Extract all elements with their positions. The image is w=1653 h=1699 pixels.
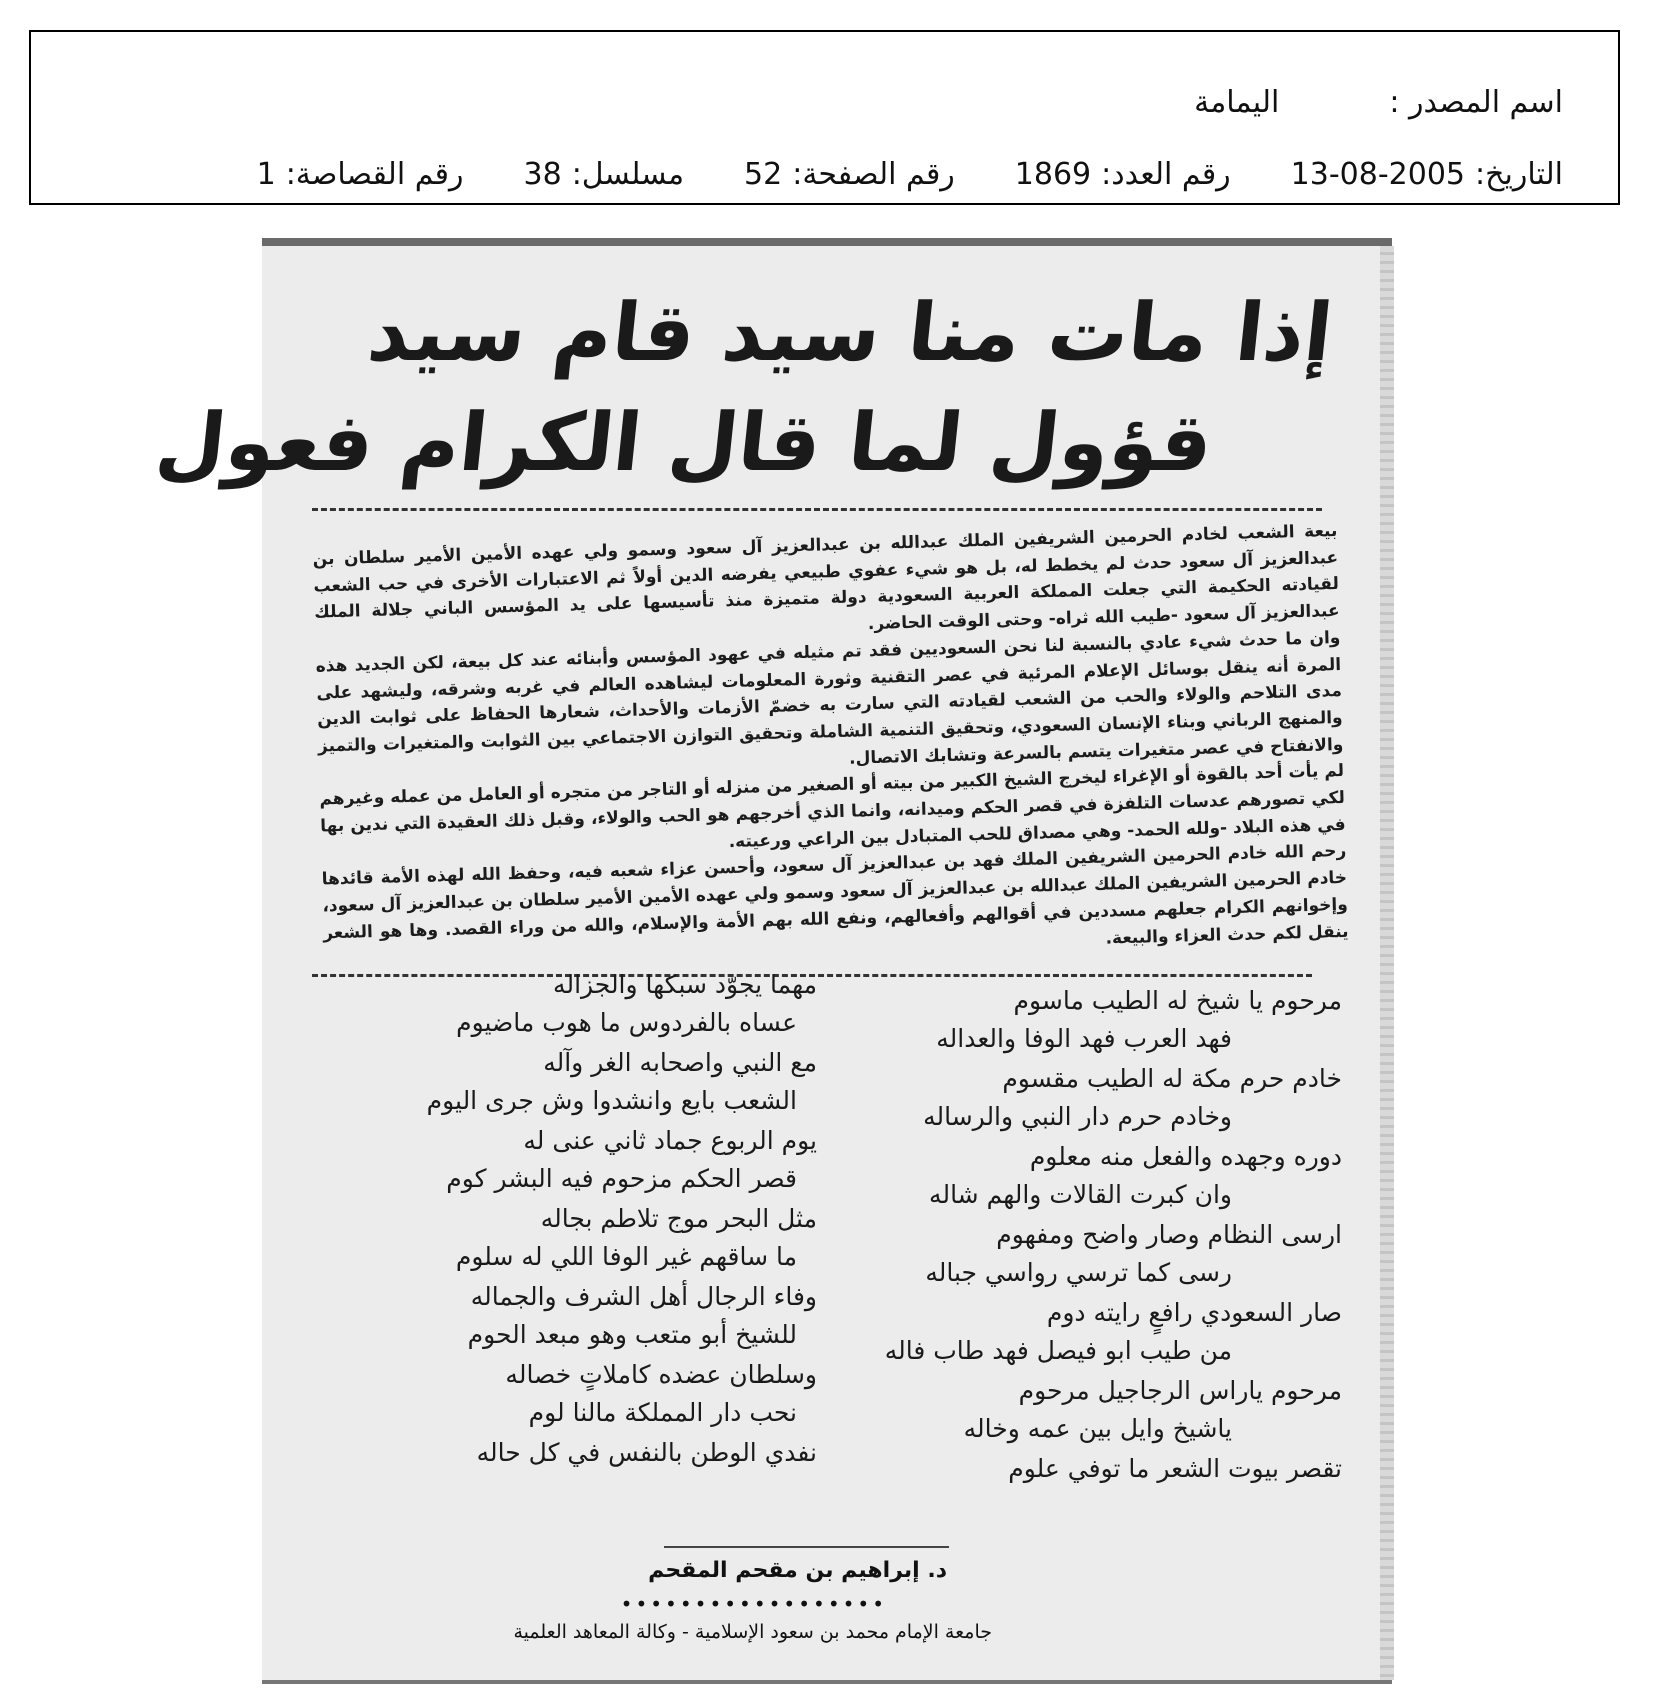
intro-paragraph: وان ما حدث شيء عادي بالنسبة لنا نحن السعوديين فقد تم مثيله في عهود المؤسس وأبنائه عند كل بيعة، لكن الجديد هذه المرة أنه ينقل بوسائل الإعلام المرئية في عصر التقنية وثورة المعلومات ليشاهده العالم في غربه وشرقه، وليشهد على مدى التلاحم والولاء والحب من الشعب لقيادته التي سارت به خضمّ الأزمات والأحداث، شعارها الحفاظ على ثوابت الدين والمنهج الرباني وبناء الإنسان السعودي، وتحقيق التنمية الشاملة وتحقيق التوازن الاجتماعي بين الثوابت والمتغيرات والتميز والانفتاح في عصر متغيرات يتسم بالسرعة وتشابك الاتصال. — [315, 627, 1344, 769]
source-label: اسم المصدر : — [1389, 84, 1563, 120]
poem-verse-right: دوره وجهده والفعل منه معلوم — [1029, 1142, 1342, 1171]
poem-verse-left: نحب دار المملكة مالنا لوم — [528, 1398, 797, 1427]
clipping-header — [29, 30, 1620, 205]
page-field — [744, 157, 955, 192]
page-value: 52 — [744, 156, 783, 192]
intro-paragraph: لم يأت أحد بالقوة أو الإغراء ليخرج الشيخ الكبير من بيته أو الصغير من منزله أو التاجر من متجره أو العامل من عمله وغيرهم لكي تصورهم عدسات التلفزة في قصر الحكم وميدانه، وانما الذي أخرجهم هو الحب والولاء، وقبل ذلك العقيدة التي ندين بها في هذه البلاد -ولله الحمد- وهي مصداق للحب المتبادل بين الراعي ورعيته. — [319, 761, 1346, 852]
poem-verse-right: مرحوم يا شيخ له الطيب ماسوم — [1013, 986, 1342, 1015]
signature-divider — [664, 1546, 949, 1548]
meta-row — [257, 152, 1563, 196]
poem-verse-right: رسى كما ترسي رواسي جباله — [925, 1258, 1232, 1287]
headline-line-2: قؤول لما قال الكرام فعول — [151, 396, 1217, 489]
date-label: التاريخ: — [1475, 156, 1563, 192]
poem-verse-right: وان كبرت القالات والهم شاله — [929, 1180, 1232, 1209]
poem-verse-left: للشيخ أبو متعب وهو مبعد الحوم — [467, 1320, 797, 1349]
poem-verse-right: تقصر بيوت الشعر ما توفي علوم — [1008, 1454, 1342, 1483]
source-row — [1194, 80, 1563, 124]
poem-verse-left: مثل البحر موج تلاطم بجاله — [540, 1204, 817, 1233]
poem-verse-left: ما ساقهم غير الوفا اللي له سلوم — [455, 1242, 797, 1271]
poem-verse-right: مرحوم ياراس الرجاجيل مرحوم — [1018, 1376, 1342, 1405]
dashed-divider-top — [312, 508, 1322, 511]
poem-verse-left: مهما يجوّد سبكها والجزاله — [553, 970, 817, 999]
clip-value: 1 — [256, 156, 276, 192]
intro-paragraph: بيعة الشعب لخادم الحرمين الشريفين الملك عبدالله بن عبدالعزيز آل سعود وسمو ولي عهده الأمين الأمير سلطان بن عبدالعزيز آل سعود حدث لم يخطط له، بل هو شيء عفوي طبيعي يفرضه الدين أولاً ثم الاعتبارات الأخرى في حب الشعب لقيادته الحكيمة التي جعلت المملكة العربية السعودية دولة متميزة منذ تأسيسها على يد المؤسس الباني جلالة الملك عبدالعزيز آل سعود -طيب الله ثراه- وحتى الوقت الحاضر. — [312, 520, 1340, 635]
poem-verse-left: مع النبي واصحابه الغر وآله — [543, 1048, 817, 1077]
poem-verse-left: الشعب بايع وانشدوا وش جرى اليوم — [426, 1086, 797, 1115]
clip-field — [257, 157, 464, 192]
issue-field — [1015, 157, 1231, 192]
page-label: رقم الصفحة: — [792, 156, 955, 192]
poem-verse-left: يوم الربوع جماد ثاني عنى له — [523, 1126, 817, 1155]
serial-label: مسلسل: — [571, 156, 685, 192]
poem-verse-right: ارسى النظام وصار واضح ومفهوم — [996, 1220, 1342, 1249]
date-field — [1291, 157, 1563, 192]
poem-verse-left: قصر الحكم مزحوم فيه البشر كوم — [446, 1164, 797, 1193]
headline-line-1: إذا مات منا سيد قام سيد — [363, 286, 1337, 379]
poem-verse-right: ياشيخ وايل بين عمه وخاله — [963, 1414, 1232, 1443]
poem-verse-right: فهد العرب فهد الوفا والعداله — [936, 1024, 1232, 1053]
poem-verse-right: من طيب ابو فيصل فهد طاب فاله — [884, 1336, 1232, 1365]
poem-verse-right: وخادم حرم دار النبي والرساله — [923, 1102, 1232, 1131]
serial-field — [524, 157, 685, 192]
source-value: اليمامة — [1194, 84, 1280, 120]
poem-verse-right: صار السعودي رافعٍ رايته دوم — [1046, 1298, 1342, 1327]
poem-verse-left: عساه بالفردوس ما هوب ماضيوم — [456, 1008, 797, 1037]
issue-value: 1869 — [1014, 156, 1092, 192]
poem-verse-right: خادم حرم مكة له الطيب مقسوم — [1002, 1064, 1342, 1093]
poem-verse-left: وفاء الرجال أهل الشرف والجماله — [470, 1282, 817, 1311]
dotted-separator: •••••••••••••••••• — [620, 1592, 887, 1616]
serial-value: 38 — [523, 156, 562, 192]
poem — [302, 970, 1342, 1506]
newspaper-clipping — [151, 238, 1392, 1684]
issue-label: رقم العدد: — [1101, 156, 1231, 192]
clip-label: رقم القصاصة: — [285, 156, 464, 192]
intro-paragraph: رحم الله خادم الحرمين الشريفين الملك فهد بن عبدالعزيز آل سعود، وأحسن عزاء شعبه فيه، وحفظ الله لهذه الأمة قائدها خادم الحرمين الشريفين الملك عبدالله بن عبدالعزيز آل سعود وسمو ولي عهده الأمين الأمير سلطان بن عبدالعزيز آل سعود، وإخوانهم الكرام جعلهم مسددين في أقوالهم وأفعالهم، ونفع الله بهم الأمة والإسلام، والله من وراء القصد. وها هو الشعر ينقل لكم حدث العزاء والبيعة. — [321, 841, 1349, 949]
author-affiliation: جامعة الإمام محمد بن سعود الإسلامية - وكالة المعاهد العلمية — [513, 1621, 992, 1643]
article-intro — [312, 518, 1349, 974]
poem-verse-left: وسلطان عضده كاملاتٍ خصاله — [505, 1360, 817, 1389]
date-value: 13-08-2005 — [1290, 156, 1466, 192]
author-name: د. إبراهيم بن مقحم المقحم — [648, 1558, 947, 1583]
poem-verse-left: نفدي الوطن بالنفس في كل حاله — [476, 1438, 817, 1467]
